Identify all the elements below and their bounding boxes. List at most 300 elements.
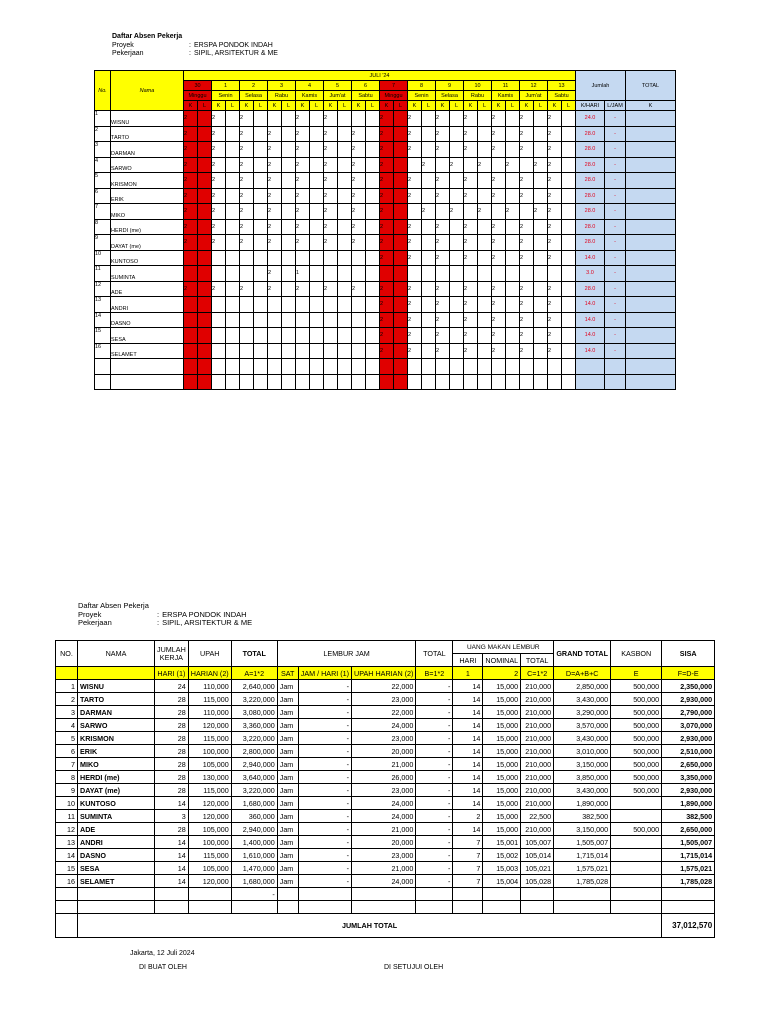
attendance-cell: [254, 188, 268, 204]
row-name: HERDI (me): [111, 219, 184, 235]
row-no: 13: [95, 297, 111, 313]
attendance-cell: 2: [324, 281, 338, 297]
attendance-cell: [534, 281, 548, 297]
attendance-cell: [450, 126, 464, 142]
attendance-cell: [282, 204, 296, 220]
cell-sisa: 1,505,007: [662, 836, 715, 849]
empty-cell: [184, 374, 198, 390]
cell-hari: 28: [155, 823, 189, 836]
attendance-cell: [366, 235, 380, 251]
empty-cell: [520, 359, 534, 375]
cell-name: SUMINTA: [78, 810, 155, 823]
attendance-cell: 2: [408, 188, 422, 204]
empty-cell: [483, 901, 521, 914]
attendance-cell: [534, 312, 548, 328]
cell-uh: 21,000: [352, 758, 416, 771]
day-number: 30: [184, 81, 212, 91]
day-name: Rabu: [268, 91, 296, 101]
attendance-cell: 2: [422, 157, 436, 173]
attendance-cell: [352, 250, 366, 266]
sub-a: A=1*2: [231, 667, 277, 680]
attendance-cell: [422, 173, 436, 189]
attendance-cell: [226, 173, 240, 189]
cell-mh: 7: [453, 836, 483, 849]
cell-sisa: 382,500: [662, 810, 715, 823]
attendance-cell: [254, 219, 268, 235]
attendance-cell: [422, 235, 436, 251]
table-row: [95, 173, 676, 189]
empty-cell: [408, 359, 422, 375]
attendance-cell: 2: [520, 250, 534, 266]
cell-no: 8: [56, 771, 78, 784]
attendance-cell: 1: [296, 266, 310, 282]
row-total: [626, 188, 676, 204]
row-name: ADE: [111, 281, 184, 297]
cell-name: ADE: [78, 823, 155, 836]
attendance-cell: [310, 281, 324, 297]
attendance-cell: [506, 297, 520, 313]
cell-mh: 14: [453, 758, 483, 771]
attendance-cell: [450, 235, 464, 251]
empty-cell: [184, 359, 198, 375]
cell-upah: 120,000: [188, 875, 231, 888]
attendance-title: Daftar Absen Pekerja: [112, 33, 183, 40]
table-row: [95, 142, 676, 158]
row-name: ERIK: [111, 188, 184, 204]
proyek-value: ERSPA PONDOK INDAH: [162, 609, 247, 619]
cell-name: ERIK: [78, 745, 155, 758]
cell-mt: 210,000: [521, 706, 554, 719]
sub-sat: SAT: [277, 667, 298, 680]
dibuat-oleh: DI BUAT OLEH: [139, 964, 187, 971]
attendance-cell: [198, 219, 212, 235]
cell-mn: 15,002: [483, 849, 521, 862]
attendance-cell: [478, 126, 492, 142]
day-number: 10: [464, 81, 492, 91]
empty-cell: [282, 359, 296, 375]
attendance-cell: [254, 204, 268, 220]
attendance-cell: 2: [212, 142, 226, 158]
cell-b: -: [416, 862, 453, 875]
cell-sat: Jam: [277, 680, 298, 693]
row-total: [626, 126, 676, 142]
attendance-cell: [408, 266, 422, 282]
empty-cell: [198, 359, 212, 375]
cell-jh: -: [298, 680, 351, 693]
cell-sat: Jam: [277, 719, 298, 732]
row-ljam: -: [605, 219, 626, 235]
empty-cell: [111, 374, 184, 390]
attendance-cell: [240, 343, 254, 359]
attendance-cell: [310, 157, 324, 173]
row-ljam: -: [605, 142, 626, 158]
cell-upah: 120,000: [188, 797, 231, 810]
day-number: 9: [436, 81, 464, 91]
attendance-cell: [226, 312, 240, 328]
col-grand-total: GRAND TOTAL: [554, 641, 611, 667]
attendance-cell: [478, 343, 492, 359]
attendance-cell: 2: [212, 188, 226, 204]
sub-k: K: [436, 101, 450, 111]
attendance-cell: 2: [492, 188, 506, 204]
attendance-cell: 2: [548, 157, 562, 173]
cell-name: HERDI (me): [78, 771, 155, 784]
attendance-cell: 2: [352, 219, 366, 235]
cell-no: 2: [56, 693, 78, 706]
attendance-cell: [254, 157, 268, 173]
empty-cell: [352, 901, 416, 914]
cell-jh: -: [298, 823, 351, 836]
attendance-cell: 2: [240, 173, 254, 189]
cell-uh: 22,000: [352, 706, 416, 719]
attendance-cell: [226, 250, 240, 266]
empty-cell: [548, 359, 562, 375]
sub-k: K: [240, 101, 254, 111]
row-name: WISNU: [111, 111, 184, 127]
attendance-cell: [198, 126, 212, 142]
cell-mn: 15,000: [483, 693, 521, 706]
cell-sisa: 2,510,000: [662, 745, 715, 758]
attendance-cell: [268, 111, 282, 127]
empty-cell: [56, 888, 78, 901]
attendance-cell: [198, 250, 212, 266]
jumlah-total-label: JUMLAH TOTAL: [78, 914, 662, 938]
jumlah-total-row: [56, 914, 715, 938]
cell-upah: 115,000: [188, 784, 231, 797]
attendance-cell: 2: [548, 281, 562, 297]
cell-jh: -: [298, 784, 351, 797]
empty-cell: [611, 901, 662, 914]
cell-jh: -: [298, 732, 351, 745]
attendance-cell: [268, 312, 282, 328]
sub-k: K: [212, 101, 226, 111]
empty-cell: [352, 374, 366, 390]
attendance-cell: 2: [296, 173, 310, 189]
attendance-cell: [506, 250, 520, 266]
cell-b: -: [416, 680, 453, 693]
attendance-cell: 2: [324, 111, 338, 127]
empty-cell: [436, 374, 450, 390]
attendance-cell: [310, 312, 324, 328]
row-khari: 24.0: [576, 111, 605, 127]
cell-no: 3: [56, 706, 78, 719]
attendance-cell: [184, 312, 198, 328]
cell-uh: 23,000: [352, 849, 416, 862]
cell-no: 13: [56, 836, 78, 849]
row-total: [626, 328, 676, 344]
attendance-cell: [212, 250, 226, 266]
cell-uh: 24,000: [352, 875, 416, 888]
attendance-cell: 2: [268, 157, 282, 173]
row-khari: 14.0: [576, 297, 605, 313]
empty-cell: [534, 374, 548, 390]
cell-mt: 22,500: [521, 810, 554, 823]
attendance-cell: [534, 111, 548, 127]
empty-cell: [464, 359, 478, 375]
empty-cell: [282, 374, 296, 390]
attendance-cell: [394, 250, 408, 266]
attendance-cell: 2: [464, 281, 478, 297]
attendance-cell: 2: [520, 328, 534, 344]
attendance-cell: 2: [436, 142, 450, 158]
cell-name: ANDRI: [78, 836, 155, 849]
row-khari: 28.0: [576, 281, 605, 297]
attendance-cell: 2: [240, 142, 254, 158]
attendance-cell: 2: [464, 235, 478, 251]
cell-uh: 24,000: [352, 797, 416, 810]
attendance-cell: [282, 297, 296, 313]
attendance-cell: 2: [324, 235, 338, 251]
empty-cell: [95, 359, 111, 375]
day-name: Selasa: [436, 91, 464, 101]
attendance-cell: 2: [548, 297, 562, 313]
cell-mn: 15,000: [483, 823, 521, 836]
row-no: 10: [95, 250, 111, 266]
attendance-cell: [408, 157, 422, 173]
attendance-cell: [422, 111, 436, 127]
cell-sisa: 1,785,028: [662, 875, 715, 888]
proyek-value: ERSPA PONDOK INDAH: [193, 41, 273, 49]
cell-sisa: 2,650,000: [662, 823, 715, 836]
sub-k: K: [324, 101, 338, 111]
empty-cell: [662, 901, 715, 914]
row-khari: 14.0: [576, 343, 605, 359]
cell-mh: 14: [453, 745, 483, 758]
attendance-cell: [212, 266, 226, 282]
cell-total: 3,220,000: [231, 784, 277, 797]
attendance-cell: 2: [380, 235, 394, 251]
attendance-cell: 2: [492, 312, 506, 328]
table-row: [56, 680, 715, 693]
attendance-cell: [226, 266, 240, 282]
attendance-cell: [254, 297, 268, 313]
cell-total: 2,800,000: [231, 745, 277, 758]
attendance-cell: 2: [492, 126, 506, 142]
attendance-cell: 2: [436, 343, 450, 359]
sub-e: E: [611, 667, 662, 680]
attendance-cell: 2: [380, 188, 394, 204]
row-no: 11: [95, 266, 111, 282]
col-khari: K/HARI: [576, 101, 605, 111]
attendance-cell: 2: [520, 219, 534, 235]
attendance-cell: 2: [506, 157, 520, 173]
empty-cell: [380, 359, 394, 375]
cell-kb: [611, 862, 662, 875]
cell-no: 7: [56, 758, 78, 771]
attendance-cell: 2: [184, 157, 198, 173]
salary-title: Daftar Absen Pekerja: [78, 601, 149, 610]
cell-mh: 7: [453, 849, 483, 862]
sub-k: K: [352, 101, 366, 111]
attendance-cell: 2: [464, 126, 478, 142]
cell-sisa: 1,575,021: [662, 862, 715, 875]
attendance-cell: [296, 250, 310, 266]
attendance-cell: [534, 250, 548, 266]
empty-cell: [453, 901, 483, 914]
cell-b: -: [416, 732, 453, 745]
cell-no: 4: [56, 719, 78, 732]
cell-mt: 105,014: [521, 849, 554, 862]
attendance-cell: [478, 266, 492, 282]
cell-mn: 15,000: [483, 797, 521, 810]
cell-upah: 120,000: [188, 810, 231, 823]
attendance-cell: [366, 126, 380, 142]
attendance-cell: [394, 328, 408, 344]
attendance-cell: [562, 266, 576, 282]
cell-b: -: [416, 810, 453, 823]
col-jumlah: Jumlah: [576, 71, 626, 101]
attendance-cell: 2: [380, 281, 394, 297]
sub-1: 1: [453, 667, 483, 680]
row-ljam: -: [605, 188, 626, 204]
attendance-cell: [212, 343, 226, 359]
attendance-cell: 2: [184, 142, 198, 158]
attendance-cell: 2: [380, 111, 394, 127]
cell-mn: 15,004: [483, 875, 521, 888]
sub-f: F=D-E: [662, 667, 715, 680]
attendance-cell: 2: [492, 297, 506, 313]
table-row: [56, 758, 715, 771]
sub-l: L: [450, 101, 464, 111]
attendance-cell: [324, 343, 338, 359]
sub-l: L: [366, 101, 380, 111]
attendance-cell: [562, 312, 576, 328]
cell-jh: -: [298, 849, 351, 862]
table-row: [56, 875, 715, 888]
sub-l: L: [310, 101, 324, 111]
row-name: DARMAN: [111, 142, 184, 158]
attendance-cell: [492, 157, 506, 173]
cell-gt: 3,430,000: [554, 732, 611, 745]
empty-cell: [212, 359, 226, 375]
attendance-cell: [394, 188, 408, 204]
cell-mt: 210,000: [521, 680, 554, 693]
sub-k: K: [184, 101, 198, 111]
empty-cell: [352, 888, 416, 901]
attendance-cell: [240, 250, 254, 266]
attendance-cell: 2: [422, 204, 436, 220]
attendance-cell: [394, 297, 408, 313]
cell-sat: Jam: [277, 849, 298, 862]
cell-mt: 210,000: [521, 745, 554, 758]
cell-b: -: [416, 784, 453, 797]
cell-mn: 15,000: [483, 706, 521, 719]
table-row: [56, 732, 715, 745]
day-name: Minggu: [184, 91, 212, 101]
attendance-cell: 2: [492, 111, 506, 127]
row-no: 16: [95, 343, 111, 359]
attendance-cell: [338, 328, 352, 344]
col-lembur-jam: LEMBUR JAM: [277, 641, 416, 667]
cell-gt: 1,715,014: [554, 849, 611, 862]
cell-b: -: [416, 719, 453, 732]
attendance-cell: [394, 126, 408, 142]
attendance-cell: 2: [408, 328, 422, 344]
attendance-cell: [394, 204, 408, 220]
day-number: 4: [296, 81, 324, 91]
sub-l: L: [478, 101, 492, 111]
attendance-cell: 2: [408, 219, 422, 235]
attendance-cell: 2: [464, 328, 478, 344]
cell-kb: [611, 810, 662, 823]
disetujui-oleh: DI SETUJUI OLEH: [384, 964, 444, 971]
attendance-cell: [422, 328, 436, 344]
attendance-cell: [310, 266, 324, 282]
empty-cell: [324, 374, 338, 390]
cell-b: -: [416, 706, 453, 719]
attendance-cell: [198, 204, 212, 220]
cell-sisa: 1,890,000: [662, 797, 715, 810]
attendance-cell: [198, 328, 212, 344]
empty-cell: [506, 359, 520, 375]
attendance-cell: [436, 204, 450, 220]
empty-cell: [408, 374, 422, 390]
cell-hari: 28: [155, 758, 189, 771]
cell-jh: -: [298, 771, 351, 784]
attendance-cell: 2: [548, 235, 562, 251]
cell-jh: -: [298, 797, 351, 810]
day-number: 5: [324, 81, 352, 91]
table-row: [95, 297, 676, 313]
cell-mn: 15,000: [483, 719, 521, 732]
attendance-cell: 2: [450, 157, 464, 173]
attendance-cell: 2: [184, 126, 198, 142]
attendance-cell: 2: [492, 142, 506, 158]
attendance-cell: [184, 250, 198, 266]
cell-gt: 3,430,000: [554, 693, 611, 706]
attendance-cell: 2: [520, 235, 534, 251]
cell-jh: -: [298, 693, 351, 706]
attendance-cell: [464, 157, 478, 173]
empty-cell: [394, 374, 408, 390]
attendance-cell: 2: [408, 250, 422, 266]
attendance-cell: [562, 297, 576, 313]
cell-kb: 500,000: [611, 784, 662, 797]
attendance-cell: 2: [478, 204, 492, 220]
cell-sat: Jam: [277, 810, 298, 823]
cell-hari: 14: [155, 849, 189, 862]
empty-cell: [605, 374, 626, 390]
cell-total: 1,470,000: [231, 862, 277, 875]
cell-hari: 14: [155, 797, 189, 810]
attendance-cell: 2: [492, 343, 506, 359]
sub-hari: HARI (1): [155, 667, 189, 680]
attendance-cell: 2: [352, 142, 366, 158]
attendance-cell: 2: [212, 235, 226, 251]
attendance-cell: [254, 235, 268, 251]
attendance-cell: [366, 343, 380, 359]
attendance-cell: [310, 219, 324, 235]
col-sisa: SISA: [662, 641, 715, 667]
attendance-cell: [562, 173, 576, 189]
attendance-cell: [240, 312, 254, 328]
attendance-cell: 2: [380, 157, 394, 173]
cell-uh: 24,000: [352, 719, 416, 732]
attendance-cell: [450, 343, 464, 359]
table-row: [56, 836, 715, 849]
colon: :: [157, 609, 160, 619]
attendance-cell: [212, 312, 226, 328]
day-number: 13: [548, 81, 576, 91]
attendance-cell: 2: [212, 281, 226, 297]
attendance-cell: 2: [212, 204, 226, 220]
empty-cell: [298, 888, 351, 901]
row-name: SUMINTA: [111, 266, 184, 282]
empty-cell: [226, 359, 240, 375]
attendance-cell: [310, 204, 324, 220]
attendance-cell: [478, 111, 492, 127]
day-number: 8: [408, 81, 436, 91]
